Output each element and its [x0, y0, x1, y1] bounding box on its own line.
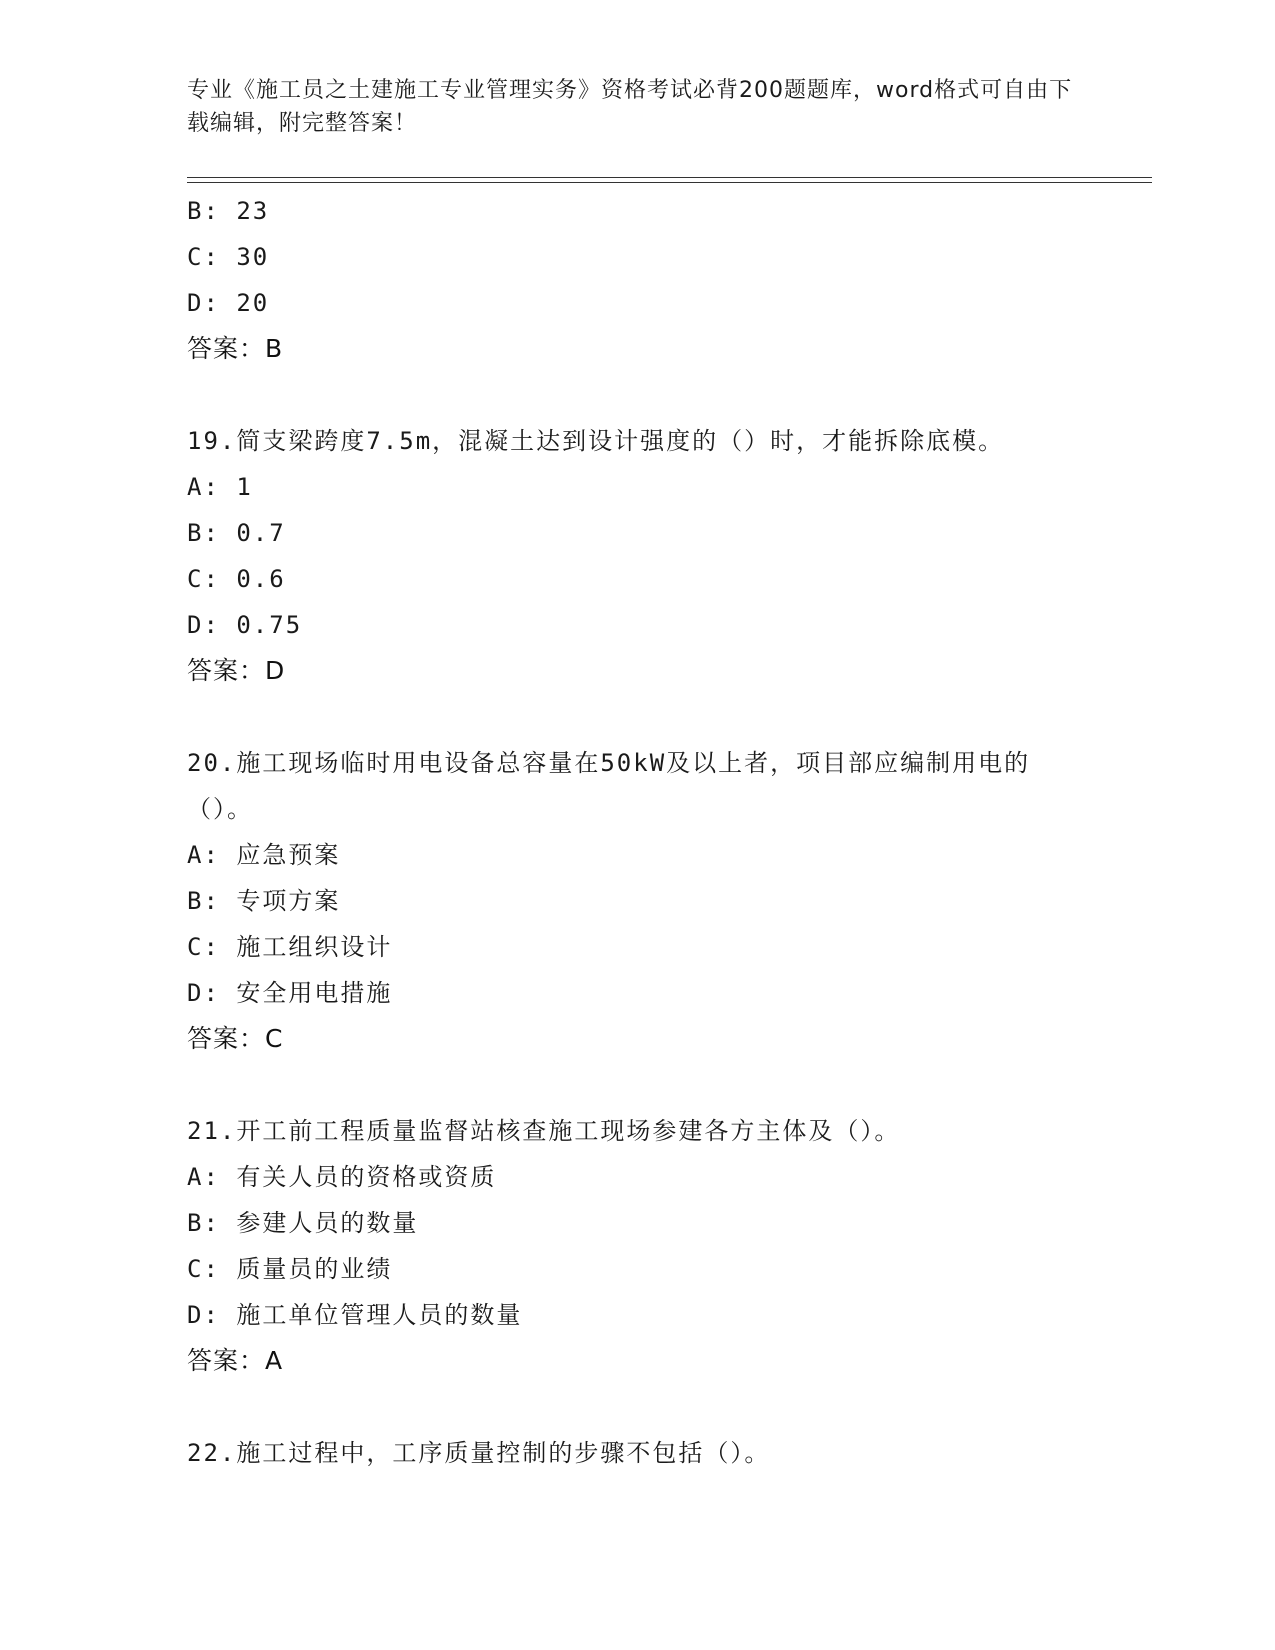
option-c: C: 质量员的业绩 — [187, 1255, 393, 1283]
option-c: C: 0.6 — [187, 565, 286, 593]
spacer — [187, 694, 1167, 740]
option-a: A: 应急预案 — [187, 841, 341, 869]
question-text: 20.施工现场临时用电设备总容量在50kW及以上者，项目部应编制用电的（）。 — [187, 749, 1031, 823]
question-21 — [187, 1108, 1167, 1384]
option-b: B: 23 — [187, 197, 270, 225]
header-divider-bottom — [187, 182, 1152, 183]
question-22 — [187, 1430, 1167, 1476]
document-header — [187, 74, 1087, 140]
spacer — [187, 1384, 1167, 1430]
option-a: A: 1 — [187, 473, 253, 501]
answer: 答案：B — [187, 334, 284, 363]
spacer — [187, 1062, 1167, 1108]
header-divider-top — [187, 177, 1152, 178]
question-text: 21.开工前工程质量监督站核查施工现场参建各方主体及（）。 — [187, 1117, 901, 1145]
option-c: C: 30 — [187, 243, 270, 271]
answer: 答案：C — [187, 1024, 284, 1053]
option-b: B: 专项方案 — [187, 887, 341, 915]
header-title: 专业《施工员之土建施工专业管理实务》资格考试必背200题题库，word格式可自由下载编辑，附完整答案！ — [187, 78, 1073, 136]
option-b: B: 参建人员的数量 — [187, 1209, 419, 1237]
question-list — [187, 188, 1167, 1476]
option-c: C: 施工组织设计 — [187, 933, 393, 961]
option-d: D: 施工单位管理人员的数量 — [187, 1301, 523, 1329]
question-text: 19.简支梁跨度7.5m，混凝土达到设计强度的（）时，才能拆除底模。 — [187, 427, 1005, 455]
answer: 答案：A — [187, 1346, 284, 1375]
question-19 — [187, 418, 1167, 694]
option-a: A: 有关人员的资格或资质 — [187, 1163, 497, 1191]
answer: 答案：D — [187, 656, 286, 685]
question-18-tail — [187, 188, 1167, 372]
question-20 — [187, 740, 1167, 1062]
question-text: 22.施工过程中，工序质量控制的步骤不包括（）。 — [187, 1439, 771, 1467]
option-d: D: 安全用电措施 — [187, 979, 393, 1007]
spacer — [187, 372, 1167, 418]
option-d: D: 20 — [187, 289, 270, 317]
option-b: B: 0.7 — [187, 519, 286, 547]
option-d: D: 0.75 — [187, 611, 303, 639]
